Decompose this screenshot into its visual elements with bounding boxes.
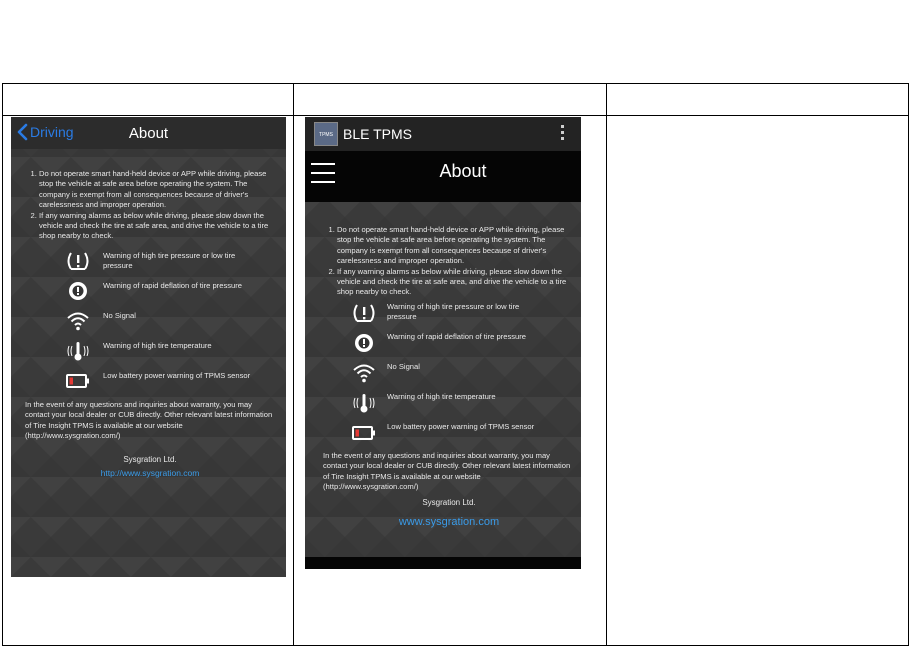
no-signal-icon bbox=[65, 310, 91, 332]
app-logo: TPMS bbox=[314, 122, 338, 146]
android-about-screenshot bbox=[305, 117, 581, 569]
warning-row bbox=[65, 280, 275, 302]
about-content bbox=[323, 225, 575, 527]
table-column-divider-1 bbox=[293, 84, 294, 645]
website-link[interactable]: http://www.sysgration.com bbox=[100, 467, 200, 478]
tire-pressure-warning-icon bbox=[351, 301, 377, 325]
warning-row bbox=[351, 421, 575, 445]
about-content bbox=[25, 169, 275, 478]
page-title: About bbox=[128, 125, 169, 142]
instruction-list bbox=[323, 225, 575, 298]
warning-legend bbox=[65, 250, 275, 392]
instruction-item: 2. If any warning alarms as below while driving, please slow down the vehicle and check the tire at safe area, and drive the vehicle to a tire shop nearby to check. bbox=[337, 267, 575, 298]
page-header bbox=[305, 151, 581, 202]
back-button-label: Driving bbox=[30, 124, 74, 140]
warranty-note: In the event of any questions and inquiries about warranty, you may contact your local dealer or CUB directly. Other relevant latest information of Tire Insight TPMS is available at our website (http://www.sysgration.com/) bbox=[25, 399, 273, 441]
instruction-list bbox=[25, 169, 275, 242]
warning-label: Warning of high tire pressure or low tire pressure bbox=[387, 301, 520, 322]
company-name: Sysgration Ltd. bbox=[123, 455, 177, 465]
rapid-deflation-icon bbox=[351, 331, 377, 355]
warning-label: No Signal bbox=[387, 361, 420, 371]
warning-row bbox=[65, 250, 275, 272]
app-bar bbox=[305, 117, 581, 151]
no-signal-icon bbox=[351, 361, 377, 385]
warning-label: No Signal bbox=[103, 310, 136, 320]
warning-row bbox=[351, 301, 575, 325]
table-header-divider bbox=[3, 115, 908, 116]
low-battery-icon bbox=[65, 370, 91, 392]
warning-row bbox=[351, 331, 575, 355]
warning-label: Low battery power warning of TPMS sensor bbox=[103, 370, 251, 380]
high-temperature-icon bbox=[65, 340, 91, 362]
warning-label: Warning of high tire temperature bbox=[103, 340, 212, 350]
table-column-divider-2 bbox=[606, 84, 607, 645]
high-temperature-icon bbox=[351, 391, 377, 415]
warning-row bbox=[65, 340, 275, 362]
instruction-item: 1. Do not operate smart hand-held device or APP while driving, please stop the vehicle at safe area before operating the system. The company is exempt from all consequences because of driver's carelessness and improper operation. bbox=[337, 225, 575, 267]
website-link[interactable]: www.sysgration.com bbox=[398, 515, 500, 528]
warning-label: Low battery power warning of TPMS sensor bbox=[387, 421, 535, 431]
rapid-deflation-icon bbox=[65, 280, 91, 302]
company-name: Sysgration Ltd. bbox=[422, 498, 476, 508]
instruction-item: 2. If any warning alarms as below while driving, please slow down the vehicle and check the tire at safe area, and drive the vehicle to a tire shop nearby to check. bbox=[39, 211, 275, 242]
bottom-bar bbox=[305, 557, 581, 569]
warning-label: Warning of rapid deflation of tire pressure bbox=[103, 280, 243, 290]
app-title: BLE TPMS bbox=[343, 126, 412, 142]
instruction-item: 1. Do not operate smart hand-held device or APP while driving, please stop the vehicle at safe area before operating the system. The company is exempt from all consequences because of driver's carelessness and improper operation. bbox=[39, 169, 275, 211]
warning-label: Warning of high tire pressure or low tire pressure bbox=[103, 250, 236, 271]
warning-legend bbox=[351, 301, 575, 445]
warranty-note: In the event of any questions and inquiries about warranty, you may contact your local dealer or CUB directly. Other relevant latest information of Tire Insight TPMS is available at our website (http://www.sysgration.com/) bbox=[323, 450, 571, 492]
warning-row bbox=[351, 391, 575, 415]
warning-row bbox=[65, 370, 275, 392]
warning-label: Warning of rapid deflation of tire pressure bbox=[387, 331, 527, 341]
overflow-menu-icon[interactable] bbox=[561, 125, 565, 143]
page-title: About bbox=[439, 161, 487, 181]
low-battery-icon bbox=[351, 421, 377, 445]
warning-row bbox=[351, 361, 575, 385]
warning-row bbox=[65, 310, 275, 332]
ios-about-screenshot bbox=[11, 117, 286, 577]
tire-pressure-warning-icon bbox=[65, 250, 91, 272]
warning-label: Warning of high tire temperature bbox=[387, 391, 496, 401]
ios-navigation-bar bbox=[11, 117, 286, 149]
